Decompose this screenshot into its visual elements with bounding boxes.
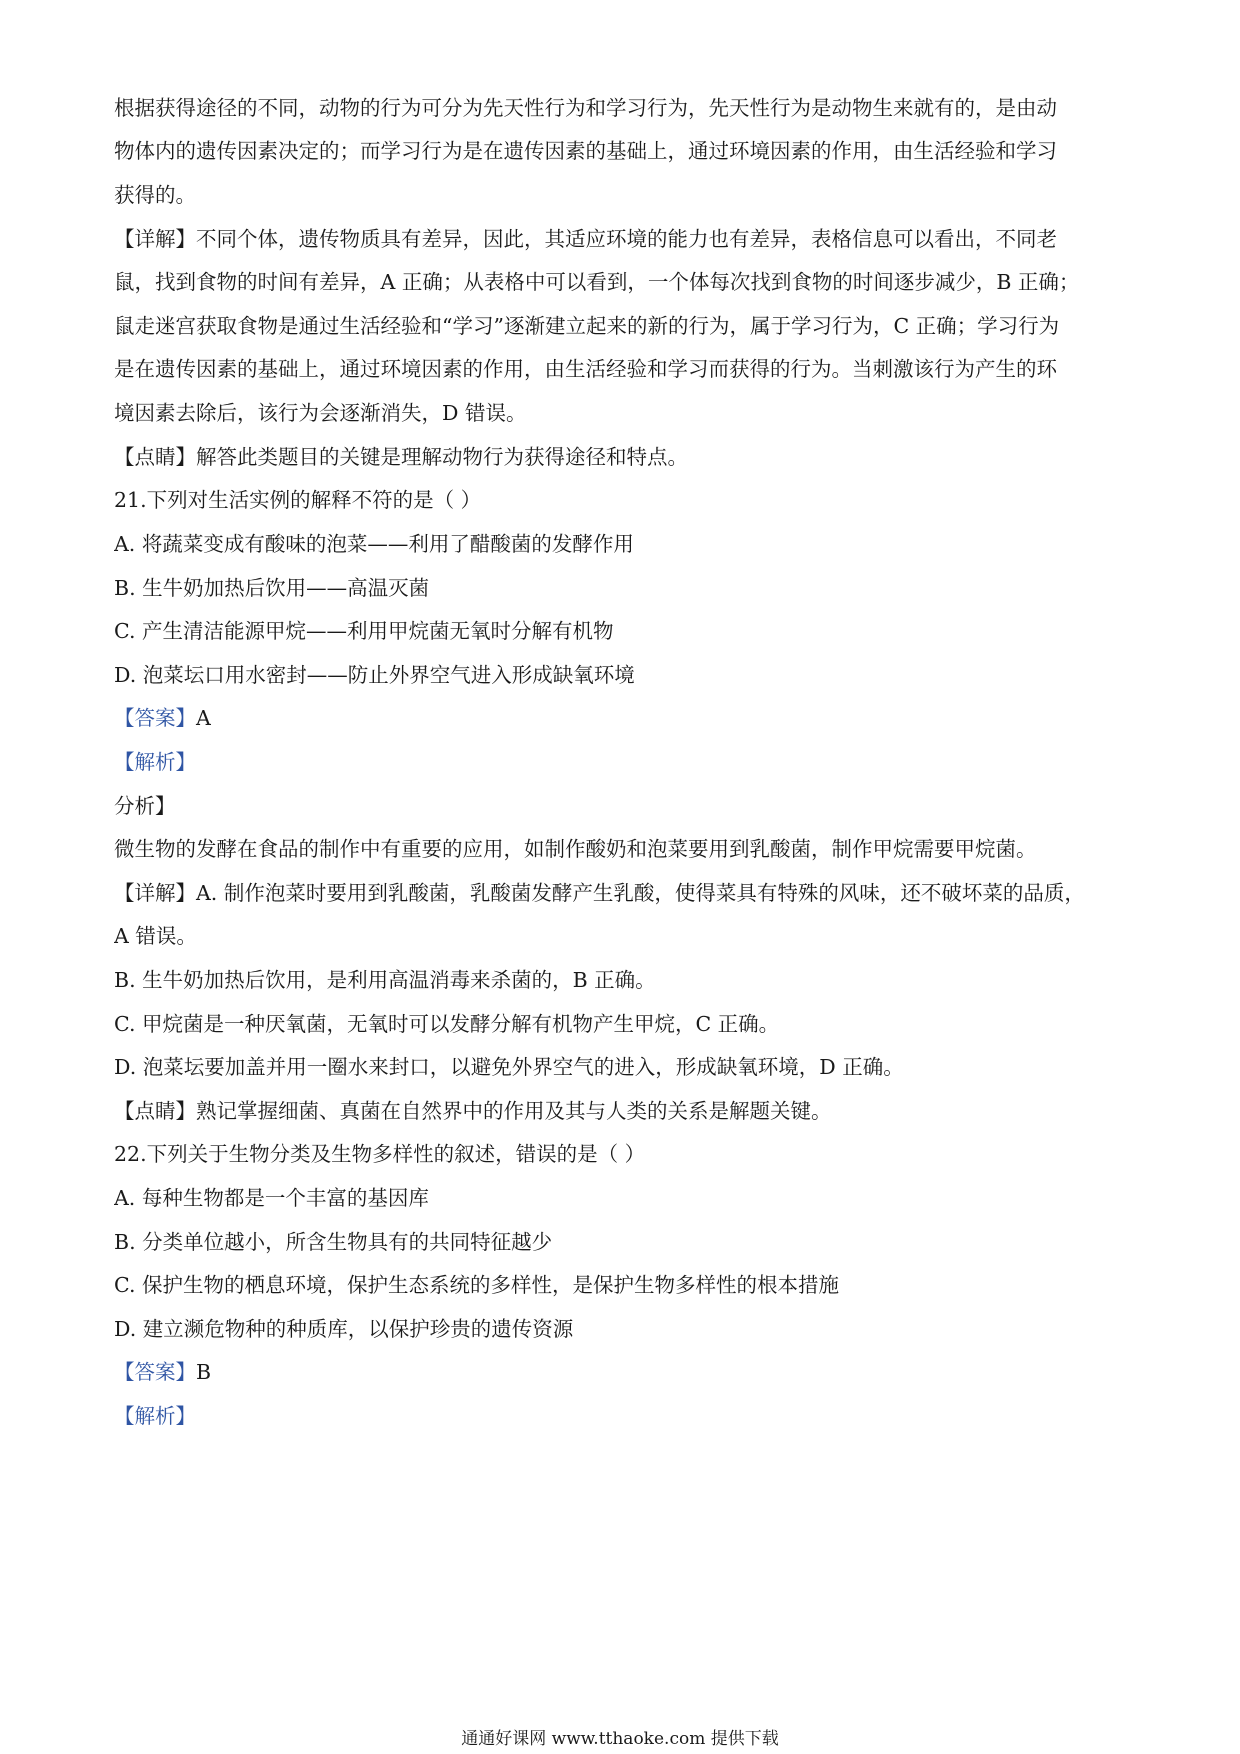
text-line (114, 137, 1144, 165)
text-line (114, 1097, 1144, 1125)
option-text: D. 建立濒危物种的种质库，以保护珍贵的遗传资源 (114, 1317, 574, 1341)
line-text: 物体内的遗传因素决定的；而学习行为是在遗传因素的基础上，通过环境因素的作用，由生活经验和学习 (114, 139, 1057, 163)
line-text: A 错误。 (114, 924, 197, 948)
line-text: 根据获得途径的不同，动物的行为可分为先天性行为和学习行为，先天性行为是动物生来就有的，是由动 (114, 96, 1057, 120)
option-text: B. 生牛奶加热后饮用——高温灭菌 (114, 576, 430, 600)
question-text: 22.下列关于生物分类及生物多样性的叙述，错误的是（ ） (114, 1142, 646, 1166)
text-line (114, 835, 1144, 863)
text-line (114, 1010, 1144, 1038)
line-text: 鼠，找到食物的时间有差异，A 正确；从表格中可以看到，一个体每次找到食物的时间逐步减少，B 正确； (114, 270, 1080, 294)
text-line (114, 225, 1144, 253)
option-a (114, 530, 1144, 558)
analysis-heading (114, 748, 1144, 776)
question-22 (114, 1140, 1144, 1168)
option-a (114, 1184, 1144, 1212)
text-line (114, 1053, 1144, 1081)
option-text: D. 泡菜坛口用水密封——防止外界空气进入形成缺氧环境 (114, 663, 635, 687)
option-text: C. 保护生物的栖息环境，保护生态系统的多样性，是保护生物多样性的根本措施 (114, 1273, 839, 1297)
line-text: B. 生牛奶加热后饮用，是利用高温消毒来杀菌的，B 正确。 (114, 968, 656, 992)
text-line (114, 792, 1144, 820)
line-text: 是在遗传因素的基础上，通过环境因素的作用，由生活经验和学习而获得的行为。当刺激该行为产生的环 (114, 357, 1057, 381)
line-text: 微生物的发酵在食品的制作中有重要的应用，如制作酸奶和泡菜要用到乳酸菌，制作甲烷需要甲烷菌。 (114, 837, 1037, 861)
line-text: 分析】 (114, 794, 176, 818)
line-text: 【点睛】熟记掌握细菌、真菌在自然界中的作用及其与人类的关系是解题关键。 (114, 1099, 832, 1123)
text-line (114, 879, 1144, 907)
text-line (114, 443, 1144, 471)
option-text: B. 分类单位越小，所含生物具有的共同特征越少 (114, 1230, 553, 1254)
question-text: 21.下列对生活实例的解释不符的是（ ） (114, 488, 482, 512)
line-text: 获得的。 (114, 183, 196, 207)
option-b (114, 1228, 1144, 1256)
text-line (114, 399, 1144, 427)
text-line (114, 181, 1144, 209)
answer-value: A (196, 706, 211, 730)
analysis-label: 【解析】 (114, 1404, 196, 1428)
line-text: 【详解】不同个体，遗传物质具有差异，因此，其适应环境的能力也有差异，表格信息可以看出，不同老 (114, 227, 1057, 251)
analysis-label: 【解析】 (114, 750, 196, 774)
option-text: A. 将蔬菜变成有酸味的泡菜——利用了醋酸菌的发酵作用 (114, 532, 634, 556)
line-text: 【详解】A. 制作泡菜时要用到乳酸菌，乳酸菌发酵产生乳酸，使得菜具有特殊的风味，还不破坏菜的品质， (114, 881, 1085, 905)
text-line (114, 922, 1144, 950)
analysis-heading (114, 1402, 1144, 1430)
answer-line (114, 1358, 1144, 1386)
page-footer: 通通好课网 www.tthaoke.com 提供下载 (461, 1729, 779, 1749)
answer-line (114, 704, 1144, 732)
line-text: 【点睛】解答此类题目的关键是理解动物行为获得途径和特点。 (114, 445, 688, 469)
text-line (114, 268, 1144, 296)
line-text: 境因素去除后，该行为会逐渐消失，D 错误。 (114, 401, 527, 425)
line-text: C. 甲烷菌是一种厌氧菌，无氧时可以发酵分解有机物产生甲烷，C 正确。 (114, 1012, 780, 1036)
text-line (114, 94, 1144, 122)
text-line (114, 312, 1144, 340)
option-text: C. 产生清洁能源甲烷——利用甲烷菌无氧时分解有机物 (114, 619, 614, 643)
line-text: 鼠走迷宫获取食物是通过生活经验和“学习”逐渐建立起来的新的行为，属于学习行为，C 正确；学习行为 (114, 314, 1060, 338)
text-line (114, 355, 1144, 383)
answer-label: 【答案】 (114, 706, 196, 730)
answer-value: B (196, 1360, 212, 1384)
option-c (114, 1271, 1144, 1299)
option-text: A. 每种生物都是一个丰富的基因库 (114, 1186, 429, 1210)
option-d (114, 1315, 1144, 1343)
text-line (114, 966, 1144, 994)
answer-label: 【答案】 (114, 1360, 196, 1384)
option-d (114, 661, 1144, 689)
option-b (114, 574, 1144, 602)
line-text: D. 泡菜坛要加盖并用一圈水来封口，以避免外界空气的进入，形成缺氧环境，D 正确。 (114, 1055, 904, 1079)
question-21 (114, 486, 1144, 514)
option-c (114, 617, 1144, 645)
